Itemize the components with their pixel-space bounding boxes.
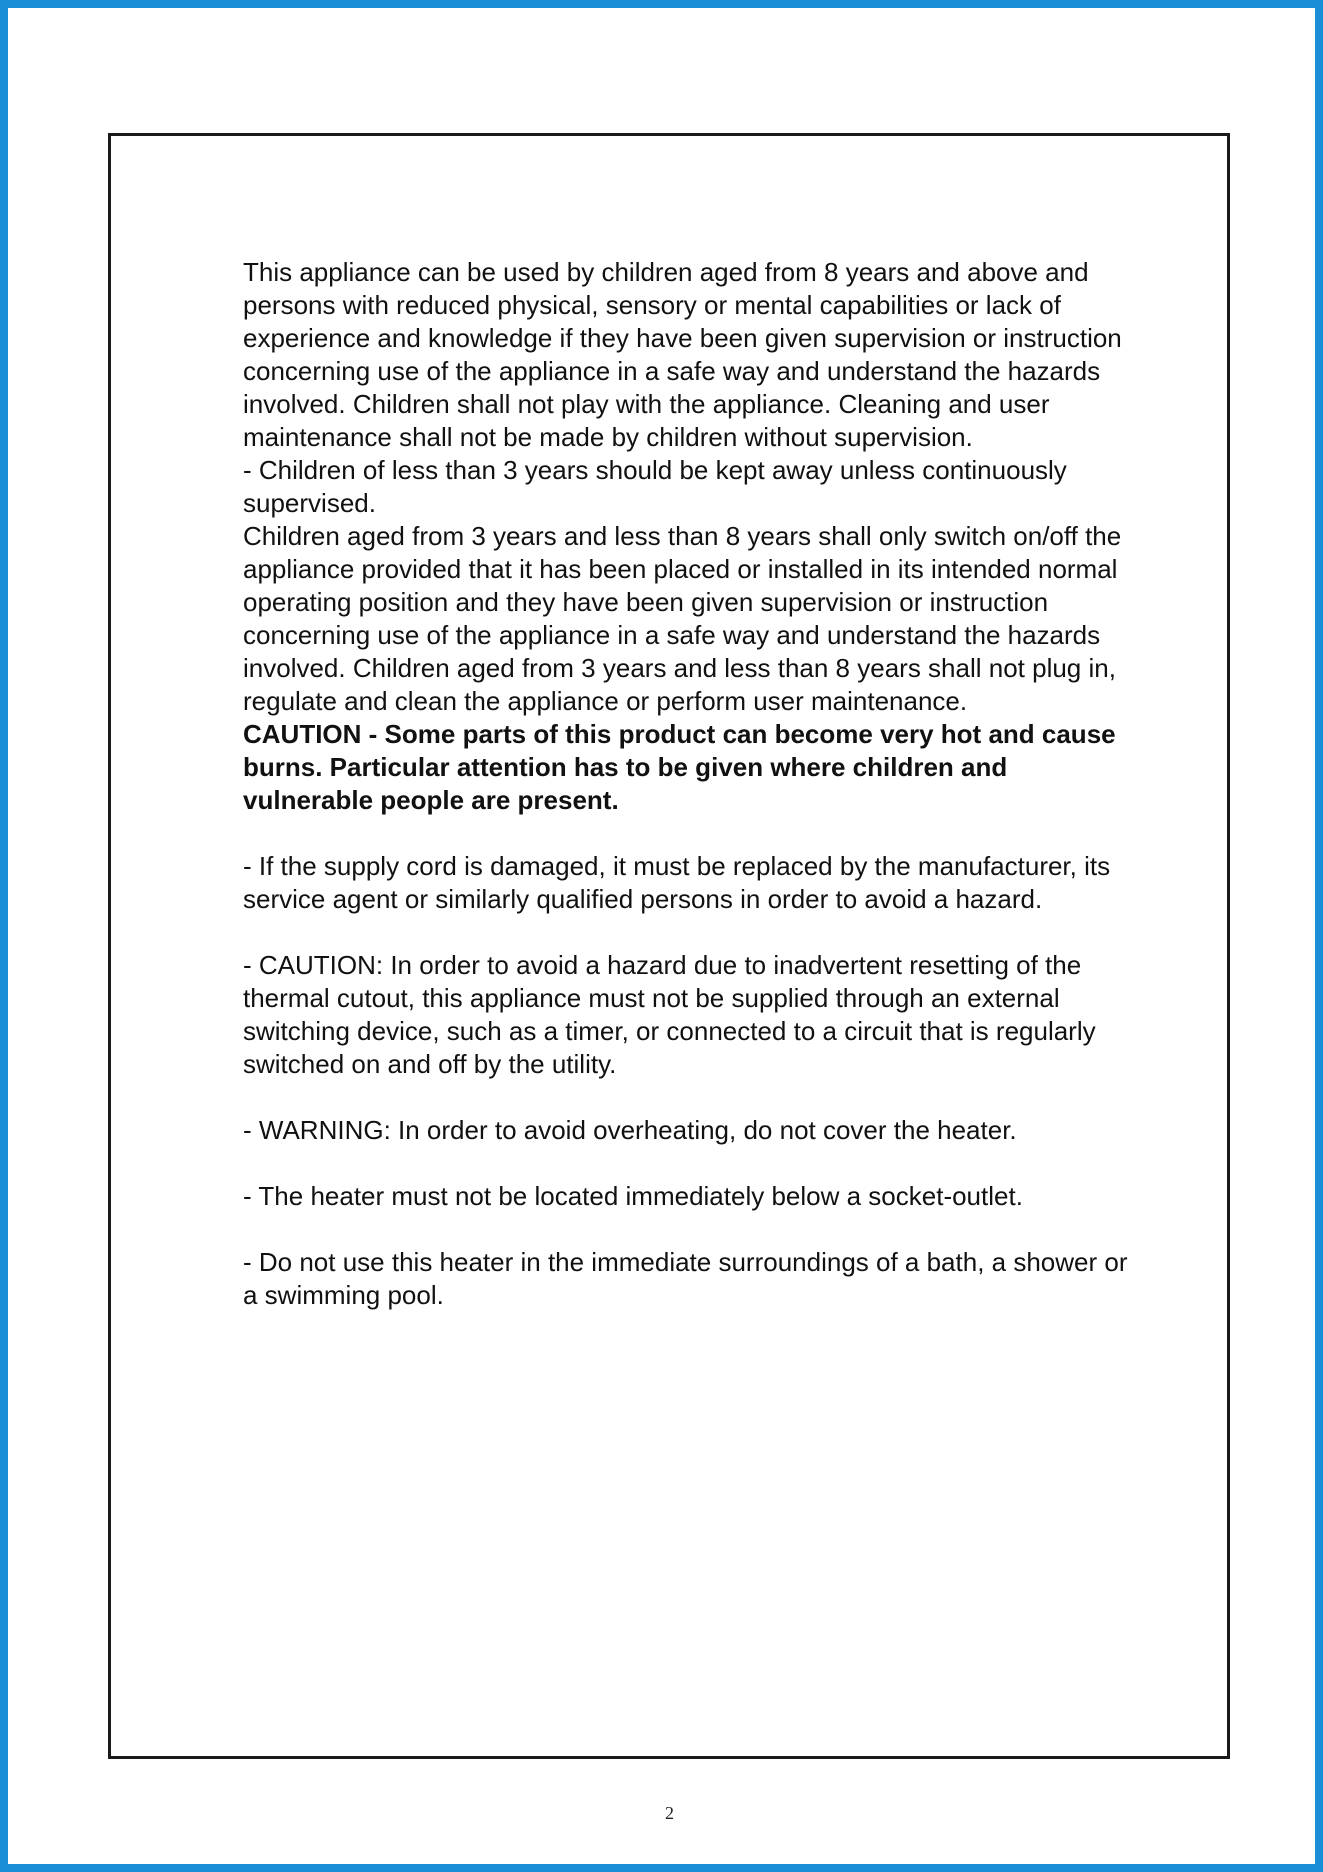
- paragraph-children-3-to-8: Children aged from 3 years and less than 8 years shall only switch on/off the appliance provided that it has been placed or installed in its intended normal operating position and they have been given supervision or instruction concerning use of the appliance in a safe way and understand the hazards involved. Children aged from 3 years and less than 8 years shall not plug in, regulate and clean the appliance or perform user maintenance.: [243, 521, 1122, 716]
- paragraph-thermal-cutout: - CAUTION: In order to avoid a hazard due to inadvertent resetting of the thermal cutout, this appliance must not be supplied through an external switching device, such as a timer, or connected to a circuit that is regularly switched on and off by the utility.: [243, 950, 1096, 1079]
- page-number: 2: [665, 1803, 674, 1823]
- paragraph-children-usage: This appliance can be used by children aged from 8 years and above and persons with reduced physical, sensory or mental capabilities or lack of experience and knowledge if they have been given supervision or instruction concerning use of the appliance in a safe way and understand the hazards involved. Children shall not play with the appliance. Cleaning and user maintenance shall not be made by children without supervision.: [243, 257, 1122, 452]
- caution-hot-surfaces: CAUTION - Some parts of this product can become very hot and cause burns. Particular attention has to be given where children and vulnerable people are present.: [243, 719, 1116, 815]
- paragraph-children-under-3: - Children of less than 3 years should be kept away unless continuously supervised.: [243, 455, 1067, 518]
- paragraph-socket-outlet: - The heater must not be located immediately below a socket-outlet.: [243, 1181, 1023, 1211]
- paragraph-bath-shower-pool: - Do not use this heater in the immediate surroundings of a bath, a shower or a swimming pool.: [243, 1247, 1128, 1310]
- paragraph-overheating-warning: - WARNING: In order to avoid overheating, do not cover the heater.: [243, 1115, 1017, 1145]
- paragraph-supply-cord: - If the supply cord is damaged, it must be replaced by the manufacturer, its service agent or similarly qualified persons in order to avoid a hazard.: [243, 851, 1111, 914]
- safety-instructions: [243, 256, 1143, 1312]
